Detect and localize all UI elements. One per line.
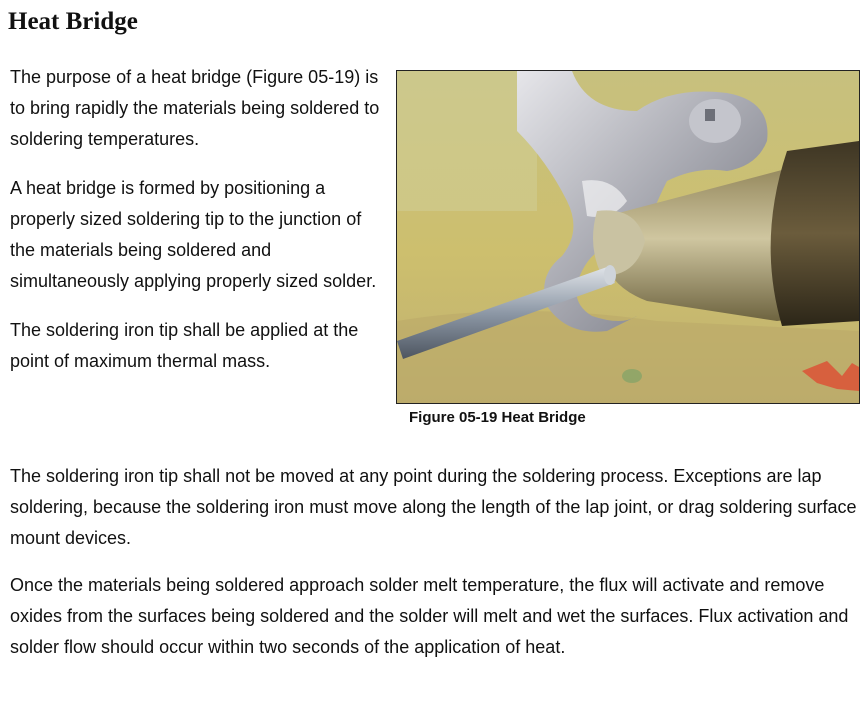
paragraph-application: The soldering iron tip shall be applied at the point of maximum thermal mass.: [10, 320, 359, 371]
intro-column: [10, 62, 382, 395]
paragraph-flux-activation: Once the materials being soldered approach solder melt temperature, the flux will activate and remove oxides from the surfaces being soldered and the solder will melt and wet the surfaces. Flux activation and solder flow should occur within two seconds of the application of heat.: [10, 575, 849, 657]
figure-caption: Figure 05-19 Heat Bridge: [409, 409, 586, 426]
body-text: [10, 461, 862, 679]
paragraph-formation: A heat bridge is formed by positioning a properly sized soldering tip to the junction of the materials being soldered and simultaneously applying properly sized solder.: [10, 178, 377, 291]
figure-heat-bridge: [396, 70, 860, 426]
heat-bridge-photo: [396, 70, 860, 404]
paragraph-tip-movement: The soldering iron tip shall not be moved at any point during the soldering process. Exceptions are lap soldering, because the soldering iron must move along the length of the lap joint, or drag soldering surface mount devices.: [10, 466, 857, 548]
paragraph-purpose: The purpose of a heat bridge (Figure 05-19) is to bring rapidly the materials being soldered to soldering temperatures.: [10, 67, 380, 149]
page-title: Heat Bridge: [8, 8, 138, 35]
